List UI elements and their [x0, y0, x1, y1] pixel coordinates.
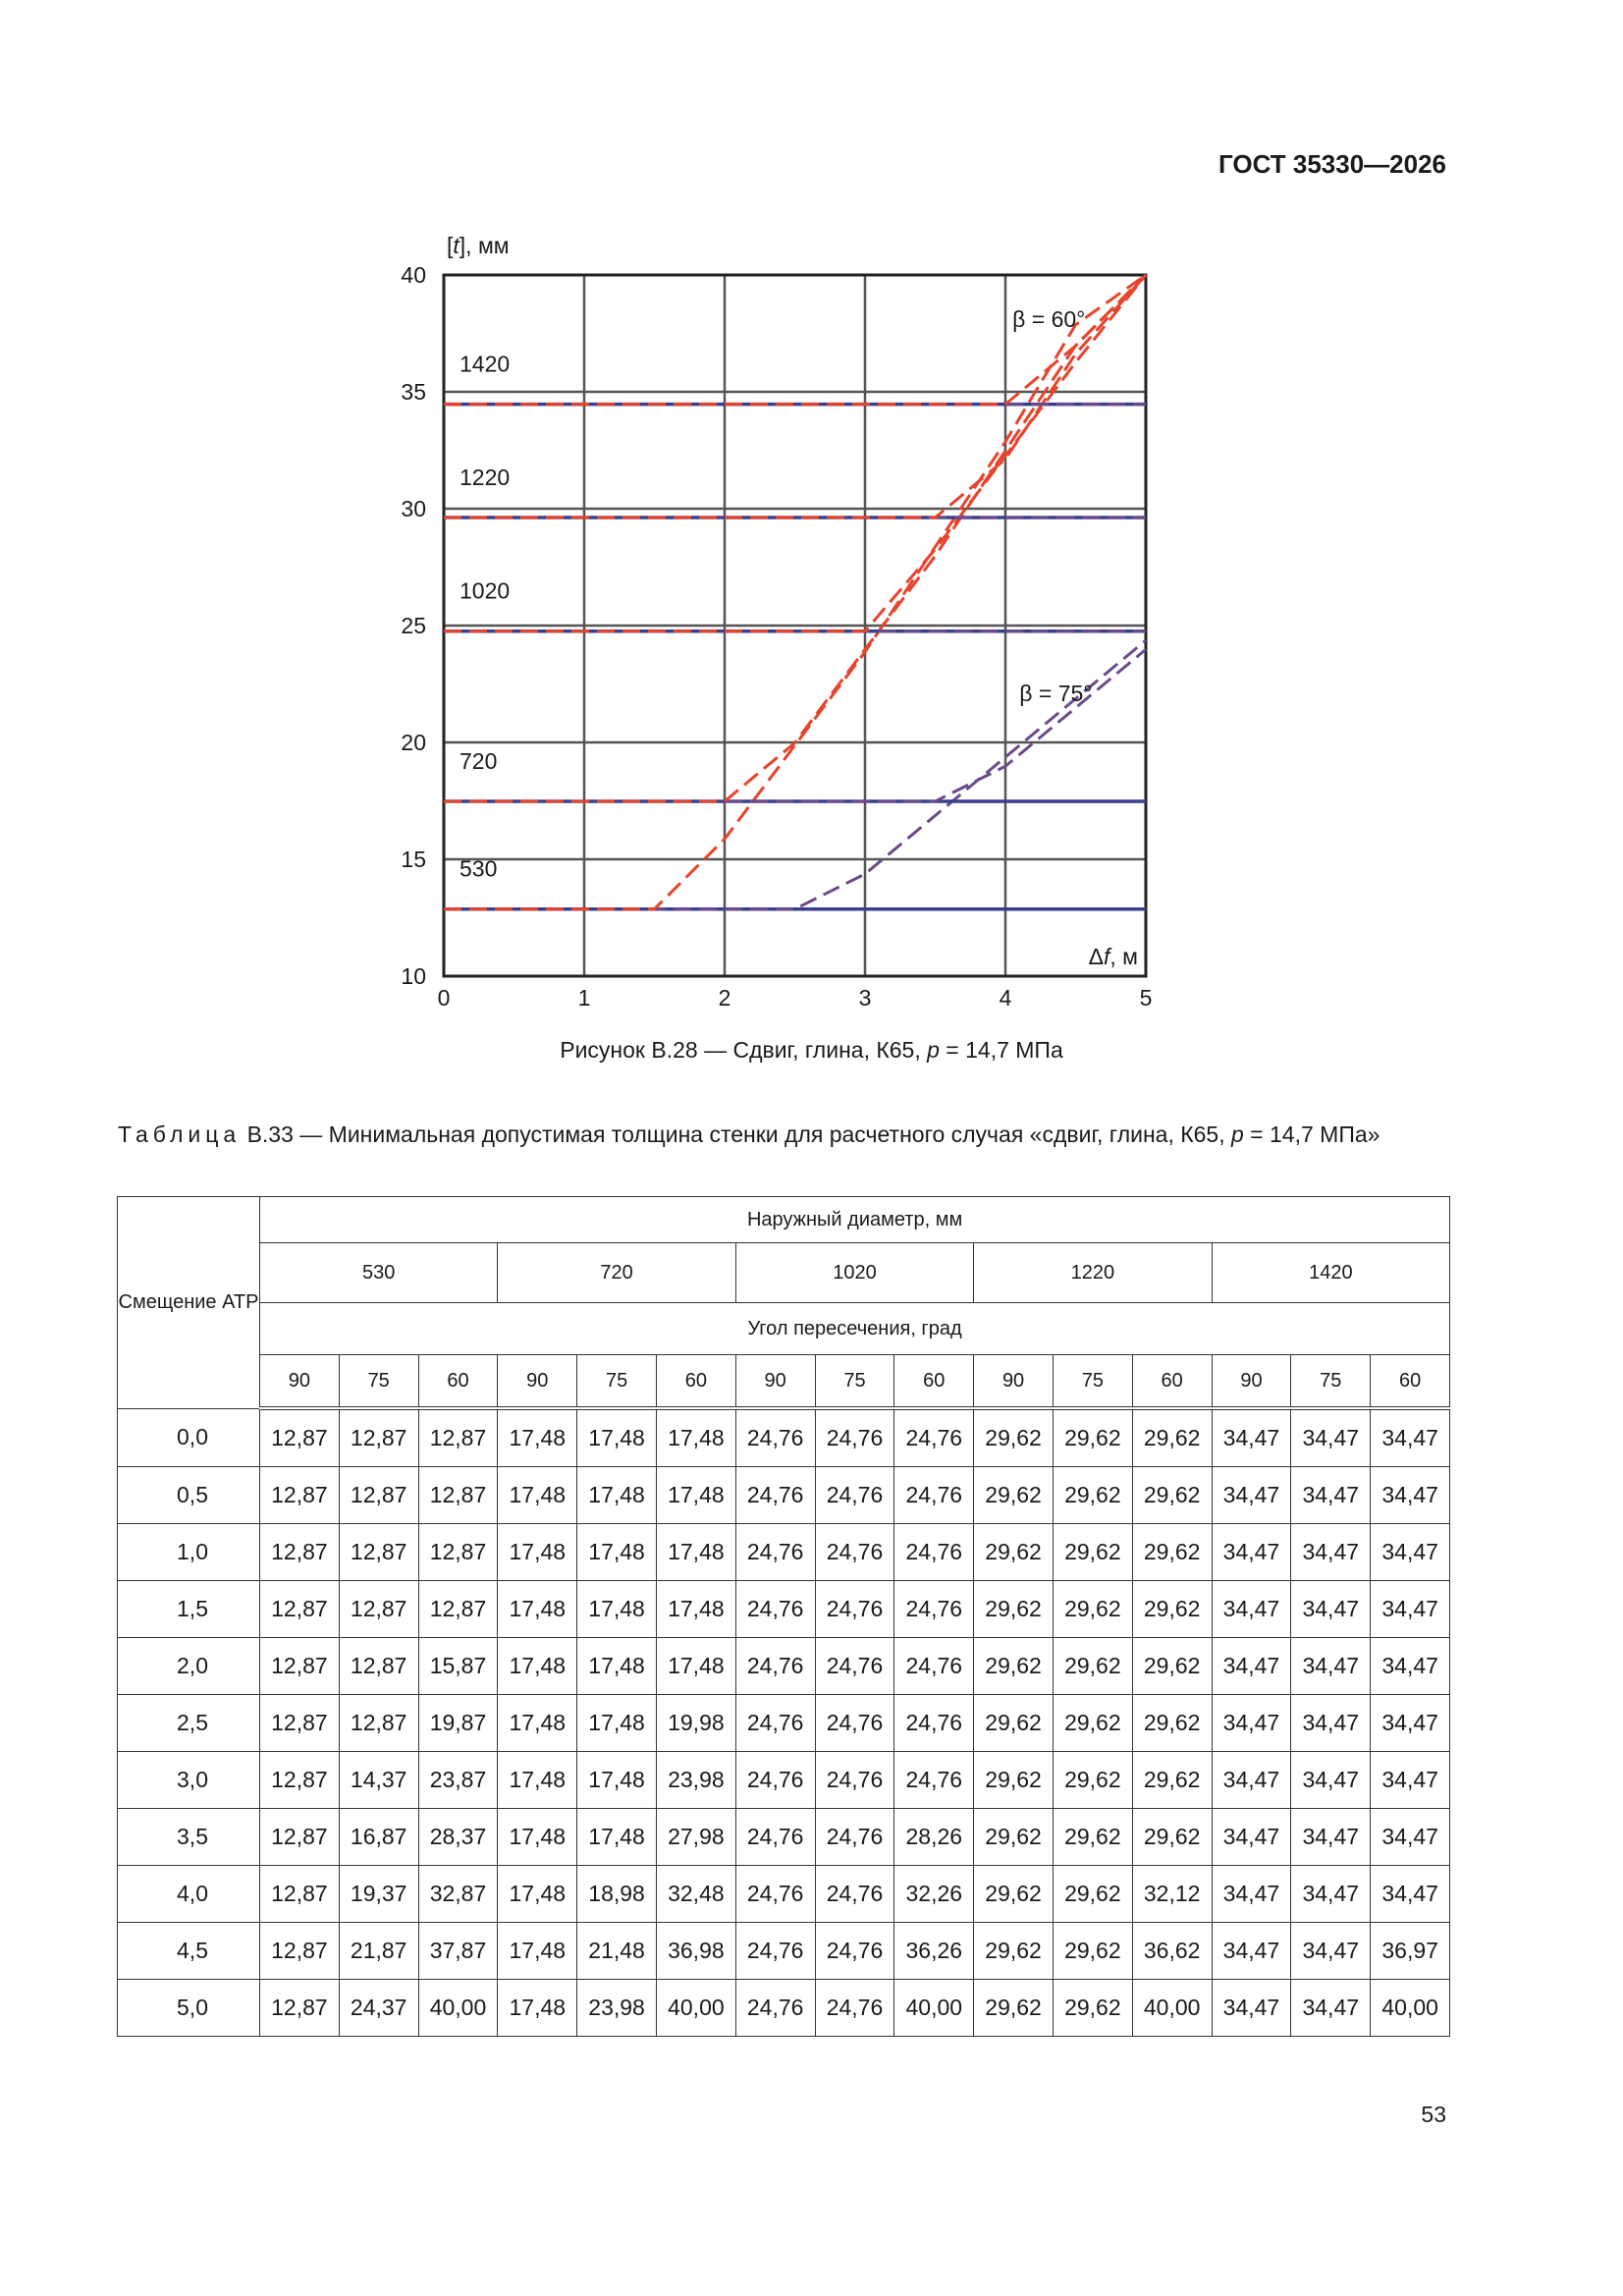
level-label-1420: 1420 — [460, 351, 511, 377]
thickness-cell: 19,98 — [656, 1695, 735, 1752]
thickness-cell: 12,87 — [339, 1467, 418, 1524]
atr-shift-value: 4,5 — [118, 1923, 260, 1980]
thickness-cell: 12,87 — [260, 1809, 340, 1866]
thickness-cell: 36,62 — [1132, 1923, 1212, 1980]
table-title-var: p — [1231, 1121, 1244, 1147]
thickness-cell: 17,48 — [498, 1923, 577, 1980]
thickness-cell: 34,47 — [1371, 1638, 1450, 1695]
angle-60: 60 — [656, 1355, 735, 1409]
thickness-cell: 24,76 — [894, 1638, 974, 1695]
y-tick-label: 40 — [401, 262, 426, 288]
angle-60: 60 — [1371, 1355, 1450, 1409]
thickness-cell: 17,48 — [577, 1581, 657, 1638]
x-axis-label-part: , м — [1109, 944, 1138, 969]
thickness-cell: 17,48 — [498, 1408, 577, 1467]
diameter-530: 530 — [260, 1243, 498, 1303]
header-row — [118, 1303, 1450, 1355]
thickness-cell: 37,87 — [418, 1923, 498, 1980]
thickness-cell: 34,47 — [1291, 1524, 1371, 1581]
thickness-cell: 24,76 — [815, 1581, 894, 1638]
thickness-cell: 34,47 — [1291, 1695, 1371, 1752]
thickness-cell: 17,48 — [498, 1467, 577, 1524]
table-row — [118, 1752, 1450, 1809]
thickness-cell: 17,48 — [577, 1408, 657, 1467]
table-row — [118, 1809, 1450, 1866]
thickness-cell: 34,47 — [1291, 1980, 1371, 2037]
thickness-cell: 34,47 — [1212, 1408, 1291, 1467]
thickness-cell: 36,97 — [1371, 1923, 1450, 1980]
thickness-cell: 34,47 — [1371, 1581, 1450, 1638]
thickness-cell: 17,48 — [498, 1809, 577, 1866]
thickness-cell: 24,76 — [735, 1866, 815, 1923]
thickness-cell: 29,62 — [974, 1923, 1054, 1980]
table-row — [118, 1638, 1450, 1695]
thickness-cell: 34,47 — [1212, 1923, 1291, 1980]
thickness-cell: 34,47 — [1371, 1408, 1450, 1467]
thickness-cell: 12,87 — [260, 1638, 340, 1695]
thickness-cell: 24,76 — [815, 1980, 894, 2037]
thickness-cell: 17,48 — [498, 1524, 577, 1581]
thickness-cell: 24,76 — [735, 1752, 815, 1809]
thickness-cell: 34,47 — [1212, 1695, 1291, 1752]
table-title-end: = 14,7 МПа» — [1243, 1121, 1380, 1147]
thickness-cell: 40,00 — [656, 1980, 735, 2037]
table-title — [118, 1120, 1448, 1149]
thickness-cell: 24,76 — [735, 1408, 815, 1467]
caption-prefix: Рисунок В.28 — Сдвиг, глина, К65, — [560, 1037, 928, 1063]
diameter-1420: 1420 — [1212, 1243, 1450, 1303]
thickness-cell: 17,48 — [498, 1866, 577, 1923]
thickness-cell: 24,76 — [815, 1866, 894, 1923]
thickness-cell: 17,48 — [656, 1524, 735, 1581]
table-title-word: Таблица — [118, 1121, 242, 1147]
thickness-cell: 34,47 — [1291, 1866, 1371, 1923]
thickness-cell: 34,47 — [1371, 1695, 1450, 1752]
y-tick-label: 30 — [401, 496, 426, 521]
thickness-cell: 24,76 — [894, 1752, 974, 1809]
diameter-1220: 1220 — [974, 1243, 1212, 1303]
y-tick-label: 10 — [401, 963, 426, 989]
thickness-cell: 29,62 — [1132, 1581, 1212, 1638]
thickness-cell: 14,37 — [339, 1752, 418, 1809]
thickness-cell: 24,76 — [815, 1695, 894, 1752]
thickness-cell: 40,00 — [894, 1980, 974, 2037]
atr-shift-value: 0,0 — [118, 1408, 260, 1467]
thickness-cell: 29,62 — [1053, 1923, 1132, 1980]
x-tick-label: 2 — [718, 985, 731, 1011]
thickness-cell: 12,87 — [260, 1752, 340, 1809]
thickness-cell: 24,76 — [735, 1980, 815, 2037]
series-line-d530-b60 — [444, 275, 1146, 909]
thickness-cell: 34,47 — [1212, 1809, 1291, 1866]
thickness-cell: 12,87 — [260, 1923, 340, 1980]
figure-caption — [0, 1037, 1623, 1064]
table-title-text: В.33 — Минимальная допустимая толщина стенки для расчетного случая «сдвиг, глина, К65, — [241, 1121, 1231, 1147]
thickness-cell: 17,48 — [498, 1581, 577, 1638]
thickness-cell: 16,87 — [339, 1809, 418, 1866]
atr-shift-value: 1,5 — [118, 1581, 260, 1638]
thickness-cell: 29,62 — [1132, 1408, 1212, 1467]
thickness-cell: 29,62 — [974, 1638, 1054, 1695]
thickness-cell: 29,62 — [974, 1408, 1054, 1467]
thickness-cell: 17,48 — [577, 1467, 657, 1524]
header-row — [118, 1197, 1450, 1243]
thickness-cell: 34,47 — [1291, 1467, 1371, 1524]
angle-90: 90 — [498, 1355, 577, 1409]
thickness-cell: 24,76 — [894, 1695, 974, 1752]
thickness-cell: 29,62 — [1132, 1752, 1212, 1809]
atr-shift-value: 0,5 — [118, 1467, 260, 1524]
level-label-1020: 1020 — [460, 577, 511, 604]
series-line-d1420-b60 — [444, 275, 1146, 405]
thickness-cell: 24,37 — [339, 1980, 418, 2037]
thickness-cell: 32,87 — [418, 1866, 498, 1923]
thickness-cell: 24,76 — [815, 1408, 894, 1467]
thickness-cell: 12,87 — [418, 1524, 498, 1581]
thickness-cell: 24,76 — [735, 1638, 815, 1695]
thickness-cell: 29,62 — [1132, 1638, 1212, 1695]
thickness-cell: 17,48 — [577, 1695, 657, 1752]
y-axis-label — [447, 233, 510, 258]
thickness-cell: 24,76 — [815, 1752, 894, 1809]
level-label-720: 720 — [460, 747, 498, 774]
thickness-cell: 17,48 — [656, 1581, 735, 1638]
atr-shift-value: 2,5 — [118, 1695, 260, 1752]
thickness-cell: 24,76 — [735, 1923, 815, 1980]
angle-header: Угол пересечения, град — [260, 1303, 1450, 1355]
thickness-cell: 34,47 — [1212, 1638, 1291, 1695]
thickness-cell: 23,87 — [418, 1752, 498, 1809]
thickness-cell: 29,62 — [1132, 1524, 1212, 1581]
angle-75: 75 — [815, 1355, 894, 1409]
thickness-cell: 29,62 — [1132, 1809, 1212, 1866]
thickness-cell: 32,48 — [656, 1866, 735, 1923]
table-row — [118, 1467, 1450, 1524]
thickness-cell: 17,48 — [656, 1408, 735, 1467]
thickness-cell: 12,87 — [260, 1467, 340, 1524]
header-row — [118, 1243, 1450, 1303]
atr-shift-value: 2,0 — [118, 1638, 260, 1695]
thickness-cell: 34,47 — [1371, 1752, 1450, 1809]
level-label-530: 530 — [460, 855, 498, 882]
thickness-cell: 29,62 — [1053, 1638, 1132, 1695]
thickness-cell: 29,62 — [1053, 1581, 1132, 1638]
header-row — [118, 1355, 1450, 1409]
angle-60: 60 — [1132, 1355, 1212, 1409]
thickness-cell: 17,48 — [577, 1752, 657, 1809]
thickness-cell: 29,62 — [1132, 1695, 1212, 1752]
thickness-cell: 34,47 — [1291, 1923, 1371, 1980]
thickness-cell: 24,76 — [894, 1408, 974, 1467]
thickness-cell: 29,62 — [1053, 1866, 1132, 1923]
thickness-cell: 36,98 — [656, 1923, 735, 1980]
thickness-cell: 40,00 — [1371, 1980, 1450, 2037]
x-tick-label: 1 — [577, 985, 591, 1011]
x-tick-label: 5 — [1139, 985, 1153, 1011]
diameter-1020: 1020 — [735, 1243, 973, 1303]
page-number: 53 — [1421, 2102, 1446, 2127]
angle-75: 75 — [1291, 1355, 1371, 1409]
thickness-cell: 29,62 — [1053, 1408, 1132, 1467]
angle-90: 90 — [974, 1355, 1054, 1409]
atr-shift-value: 3,5 — [118, 1809, 260, 1866]
angle-60: 60 — [418, 1355, 498, 1409]
thickness-cell: 24,76 — [815, 1524, 894, 1581]
thickness-cell: 18,98 — [577, 1866, 657, 1923]
thickness-cell: 34,47 — [1212, 1467, 1291, 1524]
atr-shift-value: 4,0 — [118, 1866, 260, 1923]
table-row — [118, 1581, 1450, 1638]
thickness-cell: 23,98 — [577, 1980, 657, 2037]
thickness-cell: 29,62 — [974, 1866, 1054, 1923]
thickness-cell: 17,48 — [498, 1980, 577, 2037]
thickness-cell: 29,62 — [1053, 1809, 1132, 1866]
table-row — [118, 1980, 1450, 2037]
y-axis-label-part: [ — [447, 233, 454, 258]
thickness-cell: 32,26 — [894, 1866, 974, 1923]
thickness-cell: 29,62 — [1053, 1695, 1132, 1752]
thickness-cell: 17,48 — [656, 1467, 735, 1524]
diameter-header: Наружный диаметр, мм — [260, 1197, 1450, 1243]
thickness-cell: 34,47 — [1371, 1467, 1450, 1524]
thickness-cell: 21,48 — [577, 1923, 657, 1980]
thickness-cell: 12,87 — [260, 1524, 340, 1581]
thickness-cell: 12,87 — [418, 1467, 498, 1524]
thickness-cell: 12,87 — [260, 1866, 340, 1923]
angle-75: 75 — [1053, 1355, 1132, 1409]
y-tick-label: 15 — [401, 847, 426, 872]
thickness-cell: 12,87 — [339, 1695, 418, 1752]
thickness-cell: 29,62 — [974, 1809, 1054, 1866]
thickness-cell: 15,87 — [418, 1638, 498, 1695]
thickness-cell: 12,87 — [260, 1695, 340, 1752]
thickness-cell: 29,62 — [1053, 1980, 1132, 2037]
thickness-cell: 27,98 — [656, 1809, 735, 1866]
thickness-cell: 34,47 — [1291, 1752, 1371, 1809]
rowhead-atr-shift: Смещение АТР — [118, 1197, 260, 1409]
angle-90: 90 — [735, 1355, 815, 1409]
thickness-cell: 17,48 — [498, 1695, 577, 1752]
x-tick-label: 0 — [437, 985, 451, 1011]
thickness-cell: 24,76 — [894, 1467, 974, 1524]
thickness-cell: 17,48 — [577, 1638, 657, 1695]
thickness-cell: 29,62 — [1053, 1524, 1132, 1581]
thickness-cell: 17,48 — [498, 1752, 577, 1809]
x-axis-label — [1089, 944, 1138, 969]
y-axis-label-part: ], мм — [459, 233, 510, 258]
thickness-cell: 34,47 — [1212, 1752, 1291, 1809]
thickness-cell: 34,47 — [1291, 1809, 1371, 1866]
thickness-cell: 29,62 — [1132, 1467, 1212, 1524]
thickness-cell: 40,00 — [418, 1980, 498, 2037]
thickness-cell: 29,62 — [974, 1752, 1054, 1809]
angle-90: 90 — [1212, 1355, 1291, 1409]
diameter-720: 720 — [498, 1243, 735, 1303]
thickness-cell: 34,47 — [1212, 1524, 1291, 1581]
thickness-cell: 29,62 — [974, 1980, 1054, 2037]
angle-75: 75 — [339, 1355, 418, 1409]
thickness-cell: 24,76 — [735, 1695, 815, 1752]
thickness-cell: 17,48 — [498, 1638, 577, 1695]
thickness-cell: 28,26 — [894, 1809, 974, 1866]
thickness-cell: 24,76 — [815, 1467, 894, 1524]
x-tick-label: 3 — [858, 985, 872, 1011]
thickness-cell: 29,62 — [1053, 1467, 1132, 1524]
thickness-cell: 19,87 — [418, 1695, 498, 1752]
thickness-cell: 12,87 — [260, 1980, 340, 2037]
x-axis-label-part: Δ — [1088, 944, 1105, 969]
table-row — [118, 1408, 1450, 1467]
y-tick-label: 20 — [401, 730, 426, 755]
thickness-cell: 12,87 — [339, 1408, 418, 1467]
angle-90: 90 — [260, 1355, 340, 1409]
thickness-cell: 12,87 — [418, 1581, 498, 1638]
thickness-cell: 23,98 — [656, 1752, 735, 1809]
thickness-cell: 17,48 — [577, 1809, 657, 1866]
thickness-cell: 17,48 — [656, 1638, 735, 1695]
thickness-cell: 12,87 — [339, 1524, 418, 1581]
thickness-cell: 24,76 — [735, 1467, 815, 1524]
thickness-cell: 34,47 — [1291, 1581, 1371, 1638]
thickness-cell: 12,87 — [260, 1408, 340, 1467]
level-label-1220: 1220 — [460, 465, 511, 491]
thickness-cell: 21,87 — [339, 1923, 418, 1980]
thickness-cell: 17,48 — [577, 1524, 657, 1581]
thickness-cell: 29,62 — [974, 1581, 1054, 1638]
thickness-cell: 34,47 — [1291, 1408, 1371, 1467]
thickness-cell: 40,00 — [1132, 1980, 1212, 2037]
thickness-cell: 24,76 — [815, 1809, 894, 1866]
thickness-cell: 34,47 — [1371, 1866, 1450, 1923]
thickness-cell: 12,87 — [339, 1638, 418, 1695]
thickness-table — [117, 1196, 1450, 2037]
table-row — [118, 1695, 1450, 1752]
table-row — [118, 1524, 1450, 1581]
thickness-cell: 12,87 — [418, 1408, 498, 1467]
angle-75: 75 — [577, 1355, 657, 1409]
table-row — [118, 1923, 1450, 1980]
atr-shift-value: 5,0 — [118, 1980, 260, 2037]
atr-shift-value: 1,0 — [118, 1524, 260, 1581]
y-axis-label-part: t — [453, 233, 460, 258]
series-line-d720-b60 — [444, 275, 1146, 801]
thickness-cell: 29,62 — [974, 1695, 1054, 1752]
beta-annotation: β = 75° — [1019, 681, 1093, 707]
thickness-cell: 28,37 — [418, 1809, 498, 1866]
thickness-cell: 24,76 — [735, 1581, 815, 1638]
x-axis-label-part: f — [1104, 944, 1110, 969]
thickness-cell: 34,47 — [1371, 1524, 1450, 1581]
wall-thickness-chart — [373, 221, 1188, 1026]
thickness-cell: 29,62 — [974, 1467, 1054, 1524]
angle-60: 60 — [894, 1355, 974, 1409]
beta-annotation: β = 60° — [1012, 306, 1086, 333]
thickness-cell: 12,87 — [339, 1581, 418, 1638]
caption-var: p — [927, 1037, 940, 1063]
thickness-cell: 29,62 — [1053, 1752, 1132, 1809]
thickness-cell: 24,76 — [815, 1923, 894, 1980]
thickness-cell: 12,87 — [260, 1581, 340, 1638]
thickness-cell: 24,76 — [894, 1524, 974, 1581]
thickness-cell: 29,62 — [974, 1524, 1054, 1581]
series-line-d720-b75 — [444, 649, 1146, 801]
thickness-cell: 24,76 — [815, 1638, 894, 1695]
atr-shift-value: 3,0 — [118, 1752, 260, 1809]
thickness-cell: 32,12 — [1132, 1866, 1212, 1923]
caption-suffix: = 14,7 МПа — [939, 1037, 1063, 1063]
y-tick-label: 25 — [401, 613, 426, 638]
y-tick-label: 35 — [401, 379, 426, 405]
thickness-cell: 24,76 — [735, 1524, 815, 1581]
thickness-cell: 24,76 — [735, 1809, 815, 1866]
thickness-cell: 34,47 — [1291, 1638, 1371, 1695]
thickness-cell: 34,47 — [1212, 1866, 1291, 1923]
thickness-cell: 34,47 — [1371, 1809, 1450, 1866]
thickness-cell: 24,76 — [894, 1581, 974, 1638]
thickness-cell: 34,47 — [1212, 1980, 1291, 2037]
x-tick-label: 4 — [999, 985, 1012, 1011]
thickness-cell: 36,26 — [894, 1923, 974, 1980]
table-row — [118, 1866, 1450, 1923]
document-code: ГОСТ 35330—2026 — [1218, 149, 1446, 179]
thickness-cell: 34,47 — [1212, 1581, 1291, 1638]
thickness-cell: 19,37 — [339, 1866, 418, 1923]
